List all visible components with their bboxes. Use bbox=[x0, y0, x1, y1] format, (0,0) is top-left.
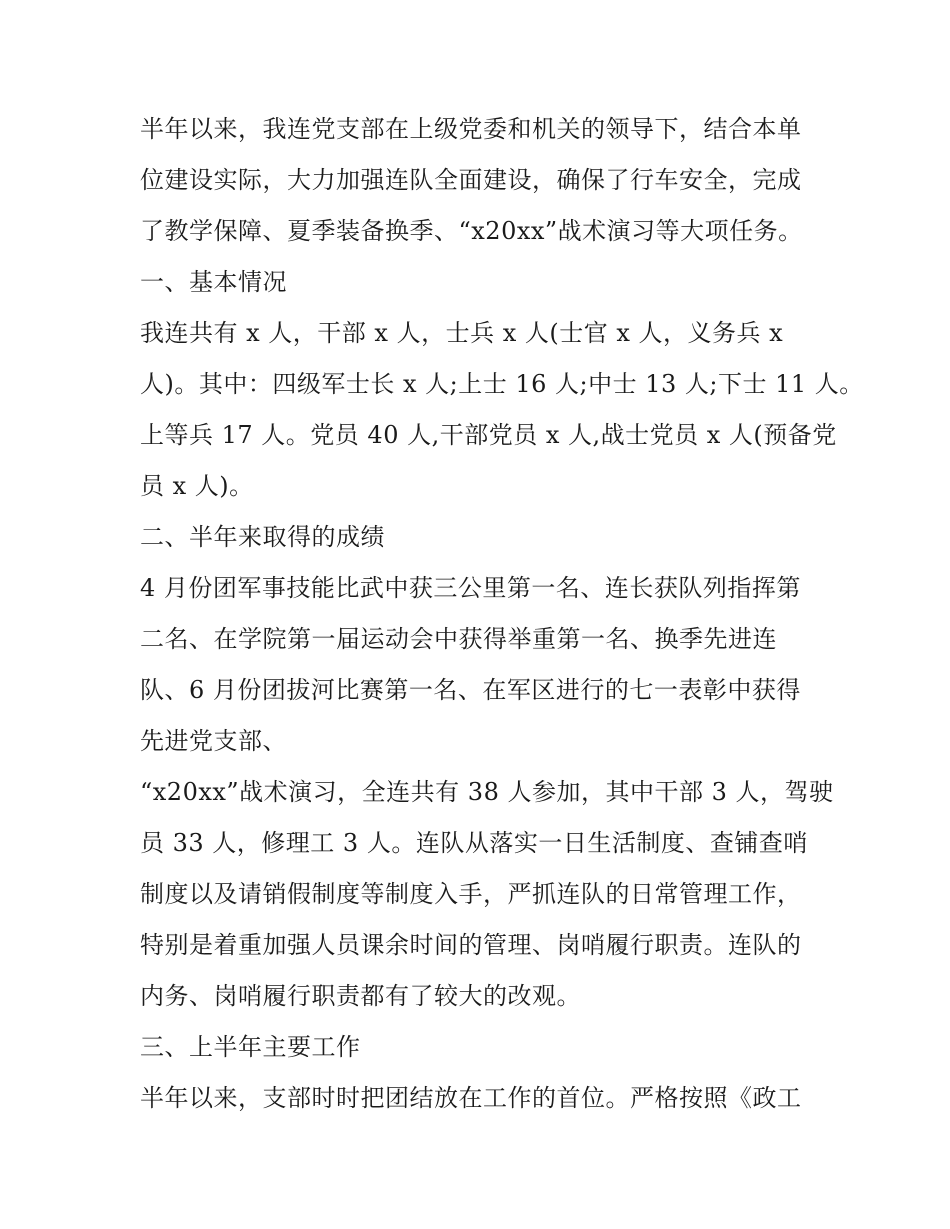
text-line: 特别是着重加强人员课余时间的管理、岗哨履行职责。连队的 bbox=[140, 931, 802, 959]
text-line: 员 33 人，修理工 3 人。连队从落实一日生活制度、查铺查哨 bbox=[140, 829, 808, 857]
text-line: 4 月份团军事技能比武中获三公里第一名、连长获队列指挥第 bbox=[140, 574, 801, 602]
text-line: 队、6 月份团拔河比赛第一名、在军区进行的七一表彰中获得 bbox=[140, 676, 801, 704]
section-heading: 二、半年来取得的成绩 bbox=[140, 523, 385, 551]
text-line: 二名、在学院第一届运动会中获得举重第一名、换季先进连 bbox=[140, 625, 777, 653]
text-line: 先进党支部、 bbox=[140, 727, 287, 755]
text-line: 了教学保障、夏季装备换季、“x20xx”战术演习等大项任务。 bbox=[140, 217, 803, 245]
text-line: 半年以来，支部时时把团结放在工作的首位。严格按照《政工 bbox=[140, 1084, 802, 1112]
text-line: 内务、岗哨履行职责都有了较大的改观。 bbox=[140, 982, 581, 1010]
text-line: 人)。其中：四级军士长 x 人;上士 16 人;中士 13 人;下士 11 人。 bbox=[140, 370, 864, 398]
section-heading: 三、上半年主要工作 bbox=[140, 1033, 361, 1061]
text-line: 制度以及请销假制度等制度入手，严抓连队的日常管理工作， bbox=[140, 880, 802, 908]
document-body bbox=[140, 104, 864, 1124]
text-line: “x20xx”战术演习，全连共有 38 人参加，其中干部 3 人，驾驶 bbox=[140, 778, 834, 806]
text-line: 我连共有 x 人，干部 x 人，士兵 x 人(士官 x 人，义务兵 x bbox=[140, 319, 784, 347]
section-heading: 一、基本情况 bbox=[140, 268, 287, 296]
text-line: 员 x 人)。 bbox=[140, 472, 254, 500]
text-line: 位建设实际，大力加强连队全面建设，确保了行车安全，完成 bbox=[140, 166, 802, 194]
text-line: 上等兵 17 人。党员 40 人,干部党员 x 人,战士党员 x 人(预备党 bbox=[140, 421, 837, 449]
text-line: 半年以来，我连党支部在上级党委和机关的领导下，结合本单 bbox=[140, 115, 802, 143]
